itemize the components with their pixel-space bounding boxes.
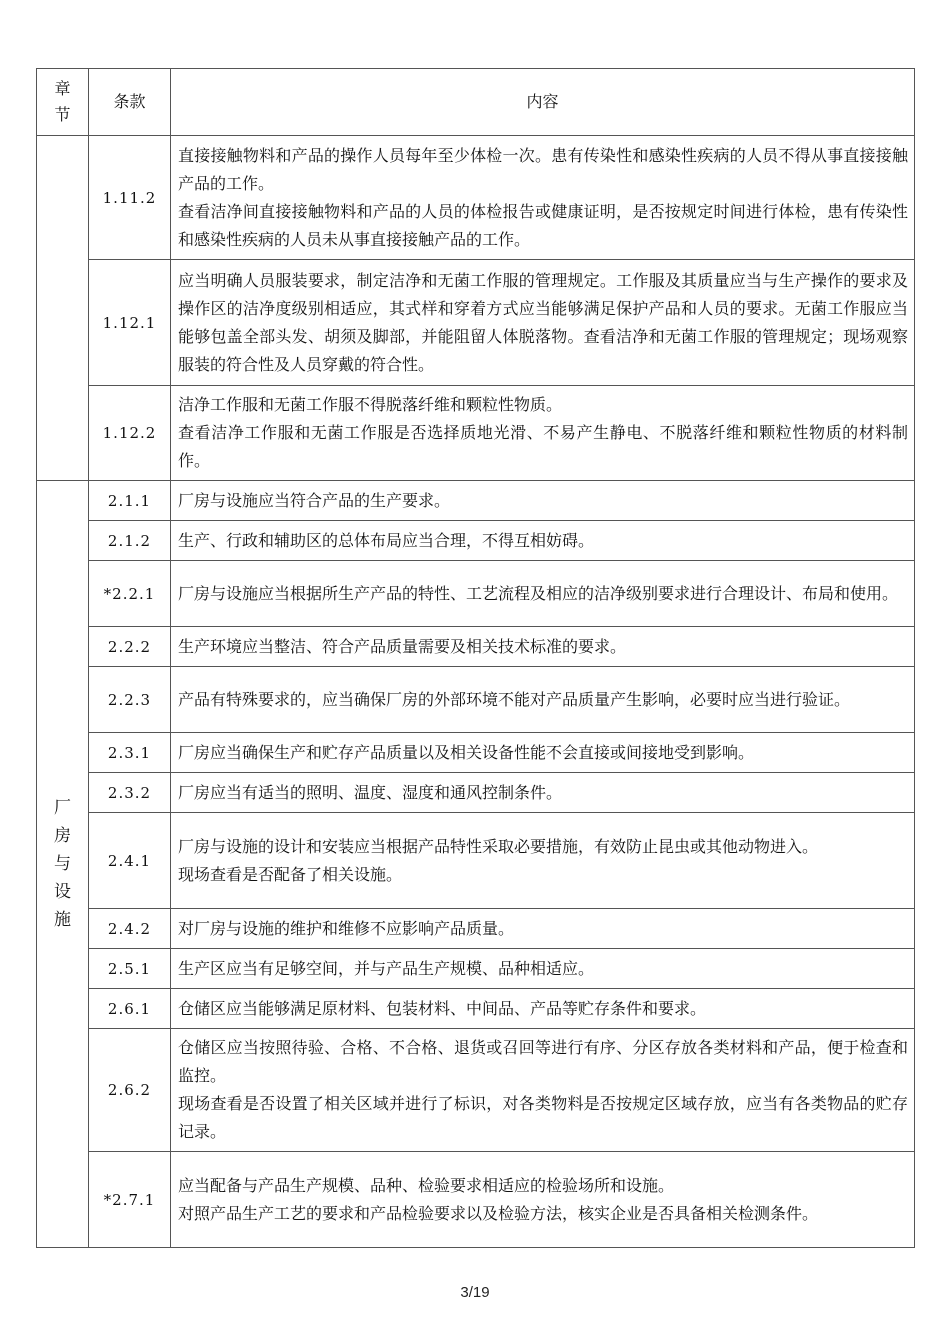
content-line: 厂房应当确保生产和贮存产品质量以及相关设备性能不会直接或间接地受到影响。 <box>178 742 755 762</box>
content-cell <box>171 1029 915 1152</box>
table-row <box>37 1152 915 1248</box>
table-row <box>37 136 915 260</box>
table-row <box>37 561 915 627</box>
clause-cell: 2.6.2 <box>89 1029 171 1152</box>
header-clause: 条款 <box>89 69 171 136</box>
content-line: 应当明确人员服装要求，制定洁净和无菌工作服的管理规定。工作服及其质量应当与生产操作的要求及操作区的洁净度级别相适应，其式样和穿着方式应当能够满足保护产品和人员的要求。无菌工作服应当能够包盖全部头发、胡须及脚部，并能阻留人体脱落物。查看洁净和无菌工作服的管理规定；现场观察服装的符合性及人员穿戴的符合性。 <box>178 270 908 374</box>
table-row <box>37 260 915 386</box>
content-line: 对照产品生产工艺的要求和产品检验要求以及检验方法，核实企业是否具备相关检测条件。 <box>178 1203 819 1223</box>
content-cell <box>171 481 915 521</box>
clause-cell: 2.4.1 <box>89 813 171 909</box>
page-number: 3/19 <box>460 1284 490 1301</box>
content-line: 现场查看是否设置了相关区域并进行了标识，对各类物料是否按规定区域存放，应当有各类物品的贮存记录。 <box>178 1094 908 1141</box>
content-cell <box>171 813 915 909</box>
clause-cell: 1.12.2 <box>89 386 171 481</box>
clause-cell: *2.7.1 <box>89 1152 171 1248</box>
content-line: 产品有特殊要求的，应当确保厂房的外部环境不能对产品质量产生影响，必要时应当进行验证。 <box>178 689 851 709</box>
chapter-cell-personnel <box>37 136 89 481</box>
table-row <box>37 521 915 561</box>
content-line: 直接接触物料和产品的操作人员每年至少体检一次。患有传染性和感染性疾病的人员不得从事直接接触产品的工作。 <box>178 145 908 193</box>
content-line: 生产区应当有足够空间，并与产品生产规模、品种相适应。 <box>178 958 595 978</box>
header-chapter-text: 章 节 <box>54 79 71 124</box>
content-cell <box>171 1152 915 1248</box>
content-cell <box>171 909 915 949</box>
clause-cell: 1.12.1 <box>89 260 171 386</box>
table-header-row <box>37 69 915 136</box>
content-line: 应当配备与产品生产规模、品种、检验要求相适应的检验场所和设施。 <box>178 1175 675 1195</box>
content-cell <box>171 521 915 561</box>
content-cell <box>171 627 915 667</box>
clause-cell: 2.1.1 <box>89 481 171 521</box>
inspection-table <box>36 68 915 1248</box>
content-line: 生产、行政和辅助区的总体布局应当合理，不得互相妨碍。 <box>178 530 595 550</box>
clause-cell: 2.1.2 <box>89 521 171 561</box>
content-cell <box>171 773 915 813</box>
clause-cell: 2.6.1 <box>89 989 171 1029</box>
chapter-cell-facilities <box>37 481 89 1248</box>
content-line: 生产环境应当整洁、符合产品质量需要及相关技术标准的要求。 <box>178 636 627 656</box>
content-cell <box>171 136 915 260</box>
table-row <box>37 386 915 481</box>
content-line: 厂房与设施的设计和安装应当根据产品特性采取必要措施，有效防止昆虫或其他动物进入。 <box>178 836 819 856</box>
clause-cell: 2.4.2 <box>89 909 171 949</box>
table-body <box>37 136 915 1248</box>
content-line: 现场查看是否配备了相关设施。 <box>178 864 403 884</box>
clause-cell: 2.3.2 <box>89 773 171 813</box>
header-chapter <box>37 69 89 136</box>
content-cell <box>171 386 915 481</box>
table-row <box>37 949 915 989</box>
content-line: 查看洁净工作服和无菌工作服是否选择质地光滑、不易产生静电、不脱落纤维和颗粒性物质的材料制作。 <box>178 423 908 470</box>
content-line: 仓储区应当按照待验、合格、不合格、退货或召回等进行有序、分区存放各类材料和产品，便于检查和监控。 <box>178 1038 908 1085</box>
content-cell <box>171 561 915 627</box>
content-cell <box>171 733 915 773</box>
content-line: 仓储区应当能够满足原材料、包装材料、中间品、产品等贮存条件和要求。 <box>178 998 707 1018</box>
table-row <box>37 481 915 521</box>
content-cell <box>171 989 915 1029</box>
chapter-label: 厂 房 与 设 施 <box>54 798 71 930</box>
table-row <box>37 773 915 813</box>
content-line: 厂房与设施应当根据所生产产品的特性、工艺流程及相应的洁净级别要求进行合理设计、布局和使用。 <box>178 583 899 603</box>
table-row <box>37 733 915 773</box>
table-row <box>37 627 915 667</box>
clause-cell: 1.11.2 <box>89 136 171 260</box>
clause-cell: 2.2.2 <box>89 627 171 667</box>
content-cell <box>171 667 915 733</box>
header-content: 内容 <box>171 69 915 136</box>
content-cell <box>171 949 915 989</box>
content-line: 厂房应当有适当的照明、温度、湿度和通风控制条件。 <box>178 782 563 802</box>
table-row <box>37 989 915 1029</box>
content-line: 厂房与设施应当符合产品的生产要求。 <box>178 490 451 510</box>
table-row <box>37 909 915 949</box>
content-line: 洁净工作服和无菌工作服不得脱落纤维和颗粒性物质。 <box>178 395 563 414</box>
content-line: 查看洁净间直接接触物料和产品的人员的体检报告或健康证明，是否按规定时间进行体检，患有传染性和感染性疾病的人员未从事直接接触产品的工作。 <box>178 201 908 249</box>
table-row <box>37 813 915 909</box>
clause-cell: 2.5.1 <box>89 949 171 989</box>
clause-cell: *2.2.1 <box>89 561 171 627</box>
clause-cell: 2.2.3 <box>89 667 171 733</box>
table-row <box>37 1029 915 1152</box>
content-line: 对厂房与设施的维护和维修不应影响产品质量。 <box>178 918 515 938</box>
table-row <box>37 667 915 733</box>
clause-cell: 2.3.1 <box>89 733 171 773</box>
content-cell <box>171 260 915 386</box>
